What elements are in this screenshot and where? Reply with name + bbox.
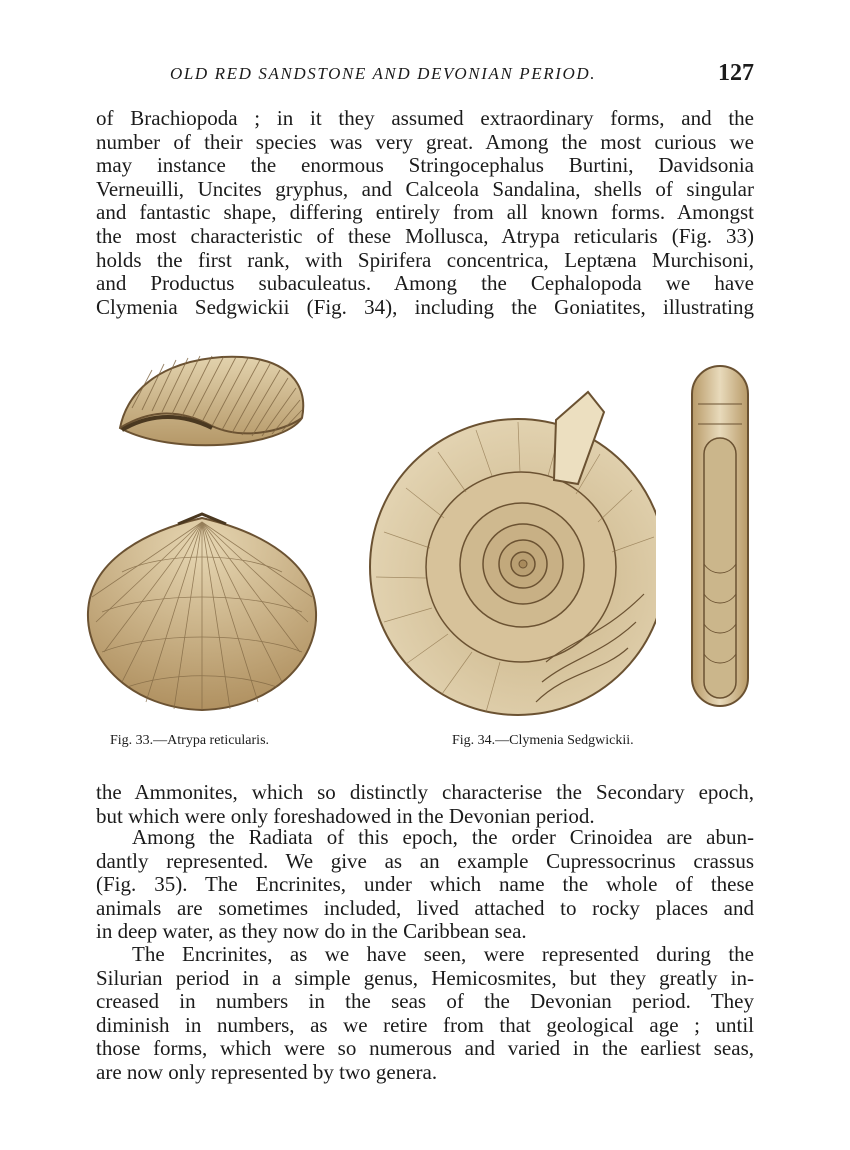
page-number: 127 — [718, 60, 754, 86]
paragraph-encrinites — [96, 943, 754, 1085]
text-line: but which were only foreshadowed in the Devonian period. — [96, 804, 595, 828]
text-line: number of their species was very great. Among the most curious we — [96, 130, 754, 154]
text-line: the most characteristic of these Mollusca, Atrypa reticularis (Fig. 33) — [96, 224, 754, 248]
clymenia-edge-view-illustration — [688, 364, 752, 710]
text-line: may instance the enormous Stringocephalus Burtini, Davidsonia — [96, 154, 754, 178]
page-header — [96, 62, 758, 92]
text-line: (Fig. 35). The Encrinites, under which name the whole of these — [96, 873, 754, 897]
text-line: Verneuilli, Uncites gryphus, and Calceola Sandalina, shells of singular — [96, 177, 754, 201]
text-line: animals are sometimes included, lived attached to rocky places and — [96, 896, 754, 920]
paragraph-brachiopoda — [96, 107, 754, 319]
text-line: are now only represented by two genera. — [96, 1060, 438, 1084]
atrypa-side-view-illustration — [112, 348, 312, 458]
text-line: creased in numbers in the seas of the Devonian period. They — [96, 990, 754, 1014]
text-line: and Productus subaculeatus. Among the Cephalopoda we have — [96, 272, 754, 296]
paragraph-radiata — [96, 826, 754, 944]
clymenia-lateral-view-illustration — [366, 372, 656, 722]
text-line: those forms, which were so numerous and varied in the earliest seas, — [96, 1037, 754, 1061]
text-line: Among the Radiata of this epoch, the order Crinoidea are abun- — [132, 826, 754, 849]
text-line: dantly represented. We give as an example Cupressocrinus crassus — [96, 849, 754, 873]
paragraph-ammonites — [96, 781, 754, 828]
running-title: OLD RED SANDSTONE AND DEVONIAN PERIOD. — [170, 64, 597, 83]
text-line: of Brachiopoda ; in it they assumed extraordinary forms, and the — [96, 107, 754, 130]
text-line: Clymenia Sedgwickii (Fig. 34), including the Goniatites, illustrating — [96, 295, 754, 319]
text-line: The Encrinites, as we have seen, were represented during the — [132, 943, 754, 966]
text-line: holds the first rank, with Spirifera concentrica, Leptæna Murchisoni, — [96, 248, 754, 272]
atrypa-dorsal-view-illustration — [82, 512, 322, 712]
figure-plate — [0, 340, 850, 760]
text-line: Silurian period in a simple genus, Hemicosmites, but they greatly in- — [96, 966, 754, 990]
figure-33-caption: Fig. 33.—Atrypa reticularis. — [110, 733, 270, 748]
text-line: the Ammonites, which so distinctly characterise the Secondary epoch, — [96, 781, 754, 804]
text-line: and fantastic shape, differing entirely from all known forms. Amongst — [96, 201, 754, 225]
text-line: in deep water, as they now do in the Caribbean sea. — [96, 920, 527, 944]
text-line: diminish in numbers, as we retire from that geological age ; until — [96, 1013, 754, 1037]
figure-34-caption: Fig. 34.—Clymenia Sedgwickii. — [452, 733, 634, 748]
